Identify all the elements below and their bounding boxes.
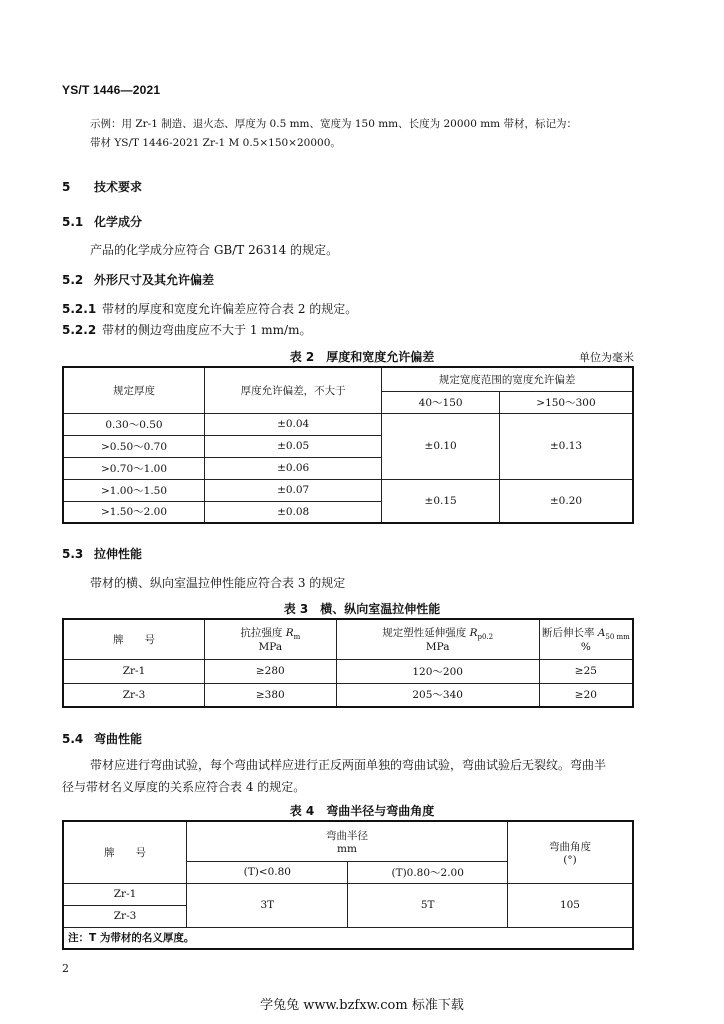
symbol: R xyxy=(285,627,294,640)
section-number: 5.4 xyxy=(62,732,84,746)
clause-number: 5.2.1 xyxy=(62,302,97,316)
clause-text: 带材的侧边弯曲度应不大于 1 mm/m。 xyxy=(102,323,312,337)
table-cell: ≥25 xyxy=(539,659,633,683)
table-2-unit: 单位为毫米 xyxy=(579,351,634,364)
table-cell: ±0.20 xyxy=(499,479,633,523)
header-width-range-1: 40～150 xyxy=(382,391,500,413)
section-title: 外形尺寸及其允许偏差 xyxy=(94,273,215,287)
section-number: 5.3 xyxy=(62,547,84,561)
table-cell: ±0.13 xyxy=(499,413,633,479)
unit: MPa xyxy=(425,641,450,654)
section-title: 化学成分 xyxy=(94,215,143,229)
label: 弯曲半径 xyxy=(326,829,368,842)
table-cell: 205～340 xyxy=(336,683,539,707)
section-title: 拉伸性能 xyxy=(94,547,143,561)
unit: (°) xyxy=(563,853,577,866)
section-5-heading xyxy=(62,178,142,195)
table-cell: >1.50～2.00 xyxy=(63,501,205,523)
header-yield-strength xyxy=(336,619,539,659)
table-cell: 0.30～0.50 xyxy=(63,413,205,435)
subscript: m xyxy=(293,633,301,642)
section-5-3-heading xyxy=(62,545,142,562)
section-5-1-text: 产品的化学成分应符合 GB/T 26314 的规定。 xyxy=(90,243,339,257)
section-title: 技术要求 xyxy=(94,180,143,194)
section-number: 5.2 xyxy=(62,273,84,287)
label: 规定塑性延伸强度 xyxy=(382,627,470,640)
section-title: 弯曲性能 xyxy=(94,732,143,746)
table-2 xyxy=(62,366,634,524)
subscript: p0.2 xyxy=(477,633,494,642)
header-grade: 牌 号 xyxy=(63,821,187,883)
section-5-2-1 xyxy=(62,300,357,317)
table-cell: ±0.04 xyxy=(205,413,382,435)
table-cell: ≥280 xyxy=(205,659,337,683)
table-3-title: 表 3 横、纵向室温拉伸性能 xyxy=(283,602,441,616)
label: 弯曲角度 xyxy=(548,840,591,853)
header-thickness-tolerance: 厚度允许偏差，不大于 xyxy=(205,367,382,413)
table-cell: Zr-3 xyxy=(63,905,187,927)
header-tensile-strength xyxy=(205,619,337,659)
table-cell: >0.50～0.70 xyxy=(63,435,205,457)
table-cell: ±0.10 xyxy=(382,413,500,479)
header-thickness-2: (T)0.80～2.00 xyxy=(348,861,507,883)
table-cell: >1.00～1.50 xyxy=(63,479,205,501)
header-grade: 牌 号 xyxy=(63,619,205,659)
table-4 xyxy=(62,820,634,950)
table-cell: ≥20 xyxy=(539,683,633,707)
table-cell: ±0.06 xyxy=(205,457,382,479)
table-cell: 120～200 xyxy=(336,659,539,683)
table-cell: Zr-1 xyxy=(63,883,187,905)
table-cell: ±0.15 xyxy=(382,479,500,523)
table-cell: 5T xyxy=(348,883,507,927)
unit: MPa xyxy=(258,641,283,654)
label: 断后伸长率 xyxy=(541,627,598,640)
clause-text: 带材的厚度和宽度允许偏差应符合表 2 的规定。 xyxy=(102,302,358,316)
table-cell: 3T xyxy=(187,883,348,927)
table-cell: ±0.07 xyxy=(205,479,382,501)
unit: % xyxy=(580,641,591,654)
document-code: YS/T 1446—2021 xyxy=(62,83,161,97)
symbol: A xyxy=(597,627,606,640)
header-width-tolerance: 规定宽度范围的宽度允许偏差 xyxy=(382,367,633,391)
section-5-2-heading xyxy=(62,271,214,288)
table-3 xyxy=(62,618,634,708)
symbol: R xyxy=(469,627,478,640)
header-width-range-2: >150～300 xyxy=(499,391,633,413)
header-thickness: 规定厚度 xyxy=(63,367,205,413)
label: 抗拉强度 xyxy=(240,627,286,640)
table-4-title: 表 4 弯曲半径与弯曲角度 xyxy=(289,804,435,818)
table-cell: Zr-1 xyxy=(63,659,205,683)
header-bend-radius xyxy=(187,821,508,861)
section-5-3-text: 带材的横、纵向室温拉伸性能应符合表 3 的规定 xyxy=(90,576,346,590)
section-5-1-heading xyxy=(62,213,142,230)
page-number: 2 xyxy=(62,962,69,975)
header-thickness-1: (T)<0.80 xyxy=(187,861,348,883)
table-cell: Zr-3 xyxy=(63,683,205,707)
subscript: 50 mm xyxy=(605,633,630,642)
section-5-4-heading xyxy=(62,730,142,747)
section-number: 5 xyxy=(62,180,71,194)
unit: mm xyxy=(337,842,357,855)
header-bend-angle xyxy=(507,821,633,883)
table-cell: >0.70～1.00 xyxy=(63,457,205,479)
table-4-note: 注：T 为带材的名义厚度。 xyxy=(63,927,633,949)
table-2-title: 表 2 厚度和宽度允许偏差 xyxy=(289,350,435,364)
section-5-2-2 xyxy=(62,321,311,338)
section-5-4-text-1: 带材应进行弯曲试验，每个弯曲试样应进行正反两面单独的弯曲试验，弯曲试验后无裂纹。弯曲半 xyxy=(90,758,607,772)
table-cell: ≥380 xyxy=(205,683,337,707)
section-5-4-text-2: 径与带材名义厚度的关系应符合表 4 的规定。 xyxy=(62,780,306,794)
table-cell: 105 xyxy=(507,883,633,927)
section-number: 5.1 xyxy=(62,215,84,229)
clause-number: 5.2.2 xyxy=(62,323,97,337)
header-elongation xyxy=(539,619,633,659)
example-line-1: 示例：用 Zr-1 制造、退火态、厚度为 0.5 mm、宽度为 150 mm、长度为 20000 mm 带材，标记为： xyxy=(90,118,577,130)
table-cell: ±0.05 xyxy=(205,435,382,457)
example-line-2: 带材 YS/T 1446-2021 Zr-1 M 0.5×150×20000。 xyxy=(90,137,341,149)
footer-watermark: 学兔兔 www.bzfxw.com 标准下载 xyxy=(260,998,464,1013)
table-cell: ±0.08 xyxy=(205,501,382,523)
